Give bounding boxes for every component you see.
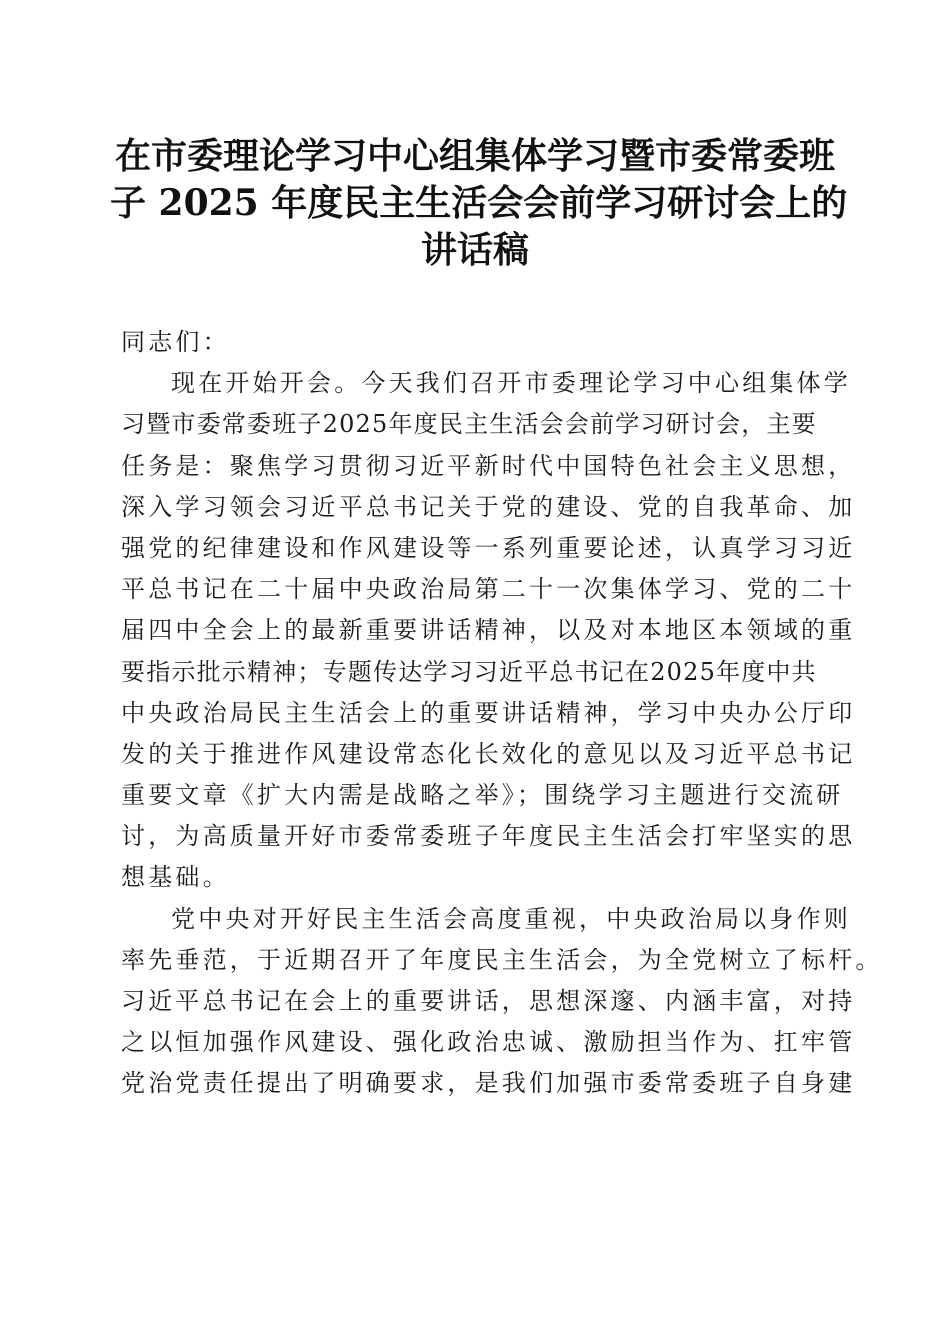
title-line-2: 子 2025 年度民主生活会会前学习研讨会上的 bbox=[110, 182, 848, 224]
paragraph-2 bbox=[121, 899, 883, 1105]
paragraph-line: 深入学习领会习近平总书记关于党的建设、党的自我革命、加 bbox=[121, 492, 856, 521]
title-line-1: 在市委理论学习中心组集体学习暨市委常委班 bbox=[114, 135, 835, 177]
paragraph-line: 任务是：聚焦学习贯彻习近平新时代中国特色社会主义思想， bbox=[121, 451, 856, 480]
paragraph-line: 要指示批示精神；专题传达学习习近平总书记在2025年度中共 bbox=[121, 657, 817, 686]
title-line-3: 讲话稿 bbox=[420, 229, 529, 271]
paragraph-line: 习暨市委常委班子2025年度民主生活会会前学习研讨会，主要 bbox=[121, 410, 817, 439]
paragraph-line: 届四中全会上的最新重要讲话精神，以及对本地区本领域的重 bbox=[121, 616, 856, 645]
paragraph-line: 党治党责任提出了明确要求，是我们加强市委常委班子自身建 bbox=[121, 1069, 856, 1098]
paragraph-line: 之以恒加强作风建设、强化政治忠诚、激励担当作为、扛牢管 bbox=[121, 1028, 856, 1057]
paragraph-line: 重要文章《扩大内需是战略之举》；围绕学习主题进行交流研 bbox=[121, 781, 844, 810]
paragraph-line: 党中央对开好民主生活会高度重视，中央政治局以身作则 bbox=[171, 904, 851, 933]
paragraph-line: 强党的纪律建设和作风建设等一系列重要论述，认真学习习近 bbox=[121, 533, 856, 562]
document-title bbox=[110, 133, 848, 274]
paragraph-line: 中央政治局民主生活会上的重要讲话精神，学习中央办公厅印 bbox=[121, 698, 856, 727]
document-body bbox=[121, 322, 883, 1105]
paragraph-line: 想基础。 bbox=[121, 863, 230, 892]
paragraph-line: 现在开始开会。今天我们召开市委理论学习中心组集体学 bbox=[171, 369, 851, 398]
paragraph-line: 平总书记在二十届中央政治局第二十一次集体学习、党的二十 bbox=[121, 575, 856, 604]
salutation: 同志们： bbox=[121, 328, 230, 356]
paragraph-line: 发的关于推进作风建设常态化长效化的意见以及习近平总书记 bbox=[121, 739, 856, 768]
paragraph-line: 习近平总书记在会上的重要讲话，思想深邃、内涵丰富，对持 bbox=[121, 987, 856, 1015]
paragraph-1 bbox=[121, 363, 856, 898]
paragraph-line: 讨，为高质量开好市委常委班子年度民主生活会打牢坚实的思 bbox=[121, 822, 856, 851]
paragraph-line: 率先垂范，于近期召开了年度民主生活会，为全党树立了标杆。 bbox=[121, 945, 883, 974]
